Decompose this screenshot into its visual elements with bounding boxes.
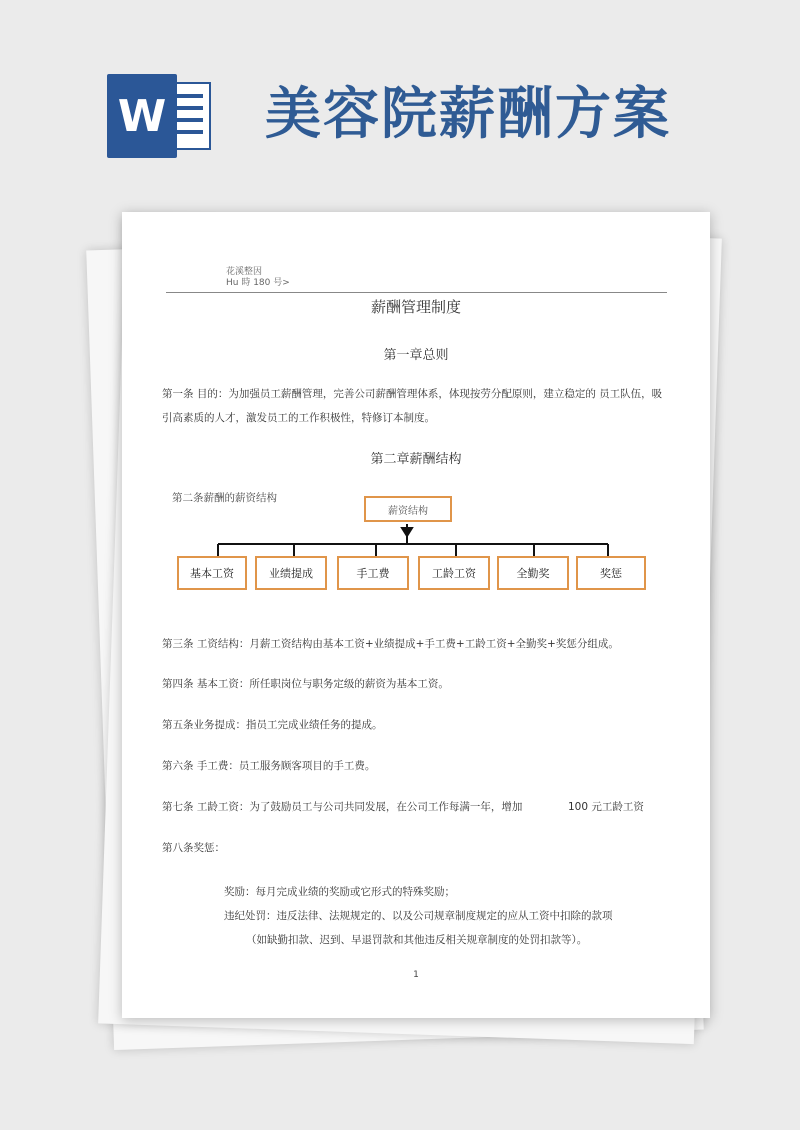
document-page (122, 212, 710, 1018)
article4: 第四条 基本工资：所任职岗位与职务定级的薪资为基本工资。 (162, 678, 449, 690)
diagram-box-performance-commission: 业绩提成 (255, 556, 327, 590)
word-document-icon (107, 74, 213, 158)
diagram-root-box: 薪资结构 (364, 496, 452, 522)
article5: 第五条业务提成：指员工完成业绩任务的提成。 (162, 719, 383, 731)
article2-heading: 第二条薪酬的薪资结构 (172, 492, 277, 504)
reward-clause: 奖励：每月完成业绩的奖励或它形式的特殊奖励； (224, 886, 455, 898)
diagram-box-attendance-bonus: 全勤奖 (497, 556, 569, 590)
diagram-box-handwork-fee: 手工费 (337, 556, 409, 590)
article1-line1: 第一条 目的：为加强员工薪酬管理，完善公司薪酬管理体系，体现按劳分配原则，建立稳定的 员工队伍，吸 (162, 388, 663, 400)
page-header-note (226, 267, 290, 289)
diagram-box-seniority-pay: 工龄工资 (418, 556, 490, 590)
diagram-box-reward-penalty: 奖惩 (576, 556, 646, 590)
banner (0, 0, 800, 200)
header-note-line1: 花溪整因 (226, 267, 263, 277)
article7-amount: 100 元工龄工资 (568, 801, 644, 813)
header-divider (166, 292, 667, 293)
article1-line2: 引高素质的人才，激发员工的工作积极性，特修订本制度。 (162, 412, 435, 424)
header-note-line2: Hu 時 180 号> (226, 278, 290, 288)
article3: 第三条 工资结构：月薪工资结构由基本工资+业绩提成+手工费+工龄工资+全勤奖+奖惩分组成。 (162, 638, 619, 650)
chapter1-heading: 第一章总则 (383, 348, 449, 363)
penalty-clause-line2: （如缺勤扣款、迟到、早退罚款和其他违反相关规章制度的处罚扣款等）。 (246, 934, 588, 946)
chapter2-heading: 第二章薪酬结构 (370, 452, 462, 467)
page-title: 美容院薪酬方案 (265, 81, 671, 147)
article6: 第六条 手工费：员工服务顾客项目的手工费。 (162, 760, 376, 772)
word-logo-letter: W (107, 74, 177, 158)
article8-heading: 第八条奖惩： (162, 842, 225, 854)
penalty-clause-line1: 违纪处罚：违反法律、法规规定的、以及公司规章制度规定的应从工资中扣除的款项 (224, 910, 613, 922)
document-title: 薪酬管理制度 (370, 298, 461, 316)
article7-text: 第七条 工龄工资：为了鼓励员工与公司共同发展，在公司工作每满一年，增加 (162, 801, 523, 813)
diagram-box-basic-salary: 基本工资 (177, 556, 247, 590)
page-number: 1 (413, 970, 419, 980)
